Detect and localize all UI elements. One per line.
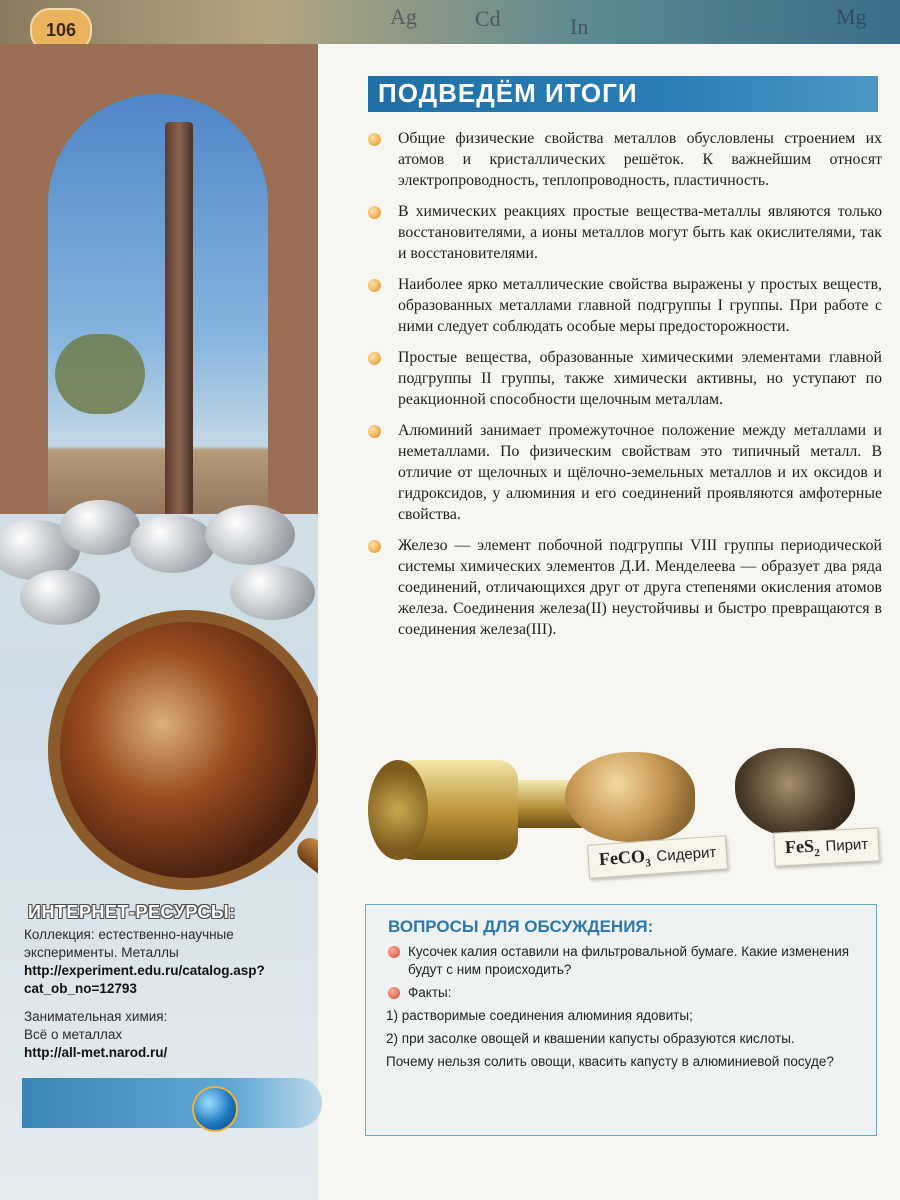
qutub-iron-pillar-photo [0,44,318,514]
questions-title: ВОПРОСЫ ДЛЯ ОБСУЖДЕНИЯ: [388,917,654,936]
resource-link[interactable]: http://experiment.edu.ru/catalog.asp?cat_ob_no=12793 [24,963,265,996]
pyrite-label [773,827,880,866]
internet-resources-title: ИНТЕРНЕТ-РЕСУРСЫ: [28,902,236,922]
iron-pillar [165,122,193,514]
resource-sublabel: Всё о металлах [24,1027,123,1042]
summary-item [368,128,882,191]
brass-face [368,760,428,860]
summary-text: Алюминий занимает промежуточное положение между металлами и неметаллами. По физическим свойствам это типичный металл. В отличие от щелочных и щёлочно-земельных металлов и их оксидов и гидроксидов, у алюминия и его соединений проявляются амфотерные свойства. [398,422,882,523]
question-text: Кусочек калия оставили на фильтровальной бумаге. Какие изменения будут с ним происходить? [408,944,850,977]
bullet-icon [368,206,381,219]
bullet-icon [368,133,381,146]
decorative-wave [22,1078,322,1128]
discussion-questions-box [365,904,877,1136]
metal-piece [60,500,140,555]
siderite-mineral-photo [565,752,695,842]
facts-label: Факты: [408,985,452,1000]
element-symbol: In [570,14,589,39]
questions-body [386,943,856,1076]
summary-item [368,347,882,410]
element-symbol: Cd [475,6,501,31]
fact-line: 2) при засолке овощей и квашении капусты образуются кислоты. [386,1031,795,1046]
resource-label: Коллекция: естественно-научные эксперименты. Металлы [24,927,234,960]
top-banner [0,0,900,44]
resource-collection [24,926,304,998]
pyrite-name: Пирит [825,835,869,856]
summary-text: Простые вещества, образованные химическими элементами главной подгруппы II группы, также химически активны, но уступают по реакционной способности щелочным металлам. [398,349,882,408]
metal-piece [130,515,215,573]
summary-item [368,201,882,264]
element-symbol: Mg [836,4,867,29]
metal-piece [205,505,295,565]
bullet-icon [368,540,381,553]
resource-link[interactable]: http://all-met.narod.ru/ [24,1045,168,1060]
siderite-name: Сидерит [655,843,717,866]
arch-sky [48,94,268,514]
bullet-icon [388,946,400,958]
page-number: 106 [30,8,92,52]
element-symbol: Ag [390,4,417,29]
bullet-icon [368,279,381,292]
summary-item [368,274,882,337]
pyrite-formula: FeS$_2$ [784,835,821,860]
section-heading [368,76,878,112]
summary-text: В химических реакциях простые вещества-металлы являются только восстановителями, а ионы металлов могут быть как окислителями, так и восстановителями. [398,203,882,262]
summary-list [368,128,882,650]
brass-cylinder-photo [368,740,588,860]
bullet-icon [368,425,381,438]
resource-fun-chemistry [24,1008,304,1062]
summary-text: Общие физические свойства металлов обусловлены строением их атомов и кристаллических решёток. К важнейшим относят электропроводность, теплопроводность, пластичность. [398,130,882,189]
summary-item [368,535,882,640]
resource-label: Занимательная химия: [24,1009,168,1024]
bullet-icon [388,987,400,999]
final-question: Почему нельзя солить овощи, квасить капусту в алюминиевой посуде? [386,1054,834,1069]
globe-icon [192,1086,238,1132]
summary-text: Наиболее ярко металлические свойства выражены у простых веществ, образованных металлами главной подгруппы I группы. При работе с ними следует соблюдать особые меры предосторожности. [398,276,882,335]
metal-piece [20,570,100,625]
question-item [386,943,856,979]
section-heading-text: ПОДВЕДЁМ ИТОГИ [378,78,638,108]
metal-piece [230,565,315,620]
fact-line: 1) растворимые соединения алюминия ядовиты; [386,1008,693,1023]
summary-text: Железо — элемент побочной подгруппы VIII группы периодической системы химических элементов Д.И. Менделеева — образует два ряда соединений, отличающихся друг от друга степенями окисления атомов железа. Соединения железа(II) неустойчивы и быстро превращаются в соединения железа(III). [398,537,882,638]
rusty-iron-magnifier-photo [48,610,328,890]
siderite-formula: FeCO$_3$ [598,845,652,870]
summary-item [368,420,882,525]
internet-resources [24,926,304,1072]
question-item [386,984,856,1002]
tree [55,334,145,414]
bullet-icon [368,352,381,365]
